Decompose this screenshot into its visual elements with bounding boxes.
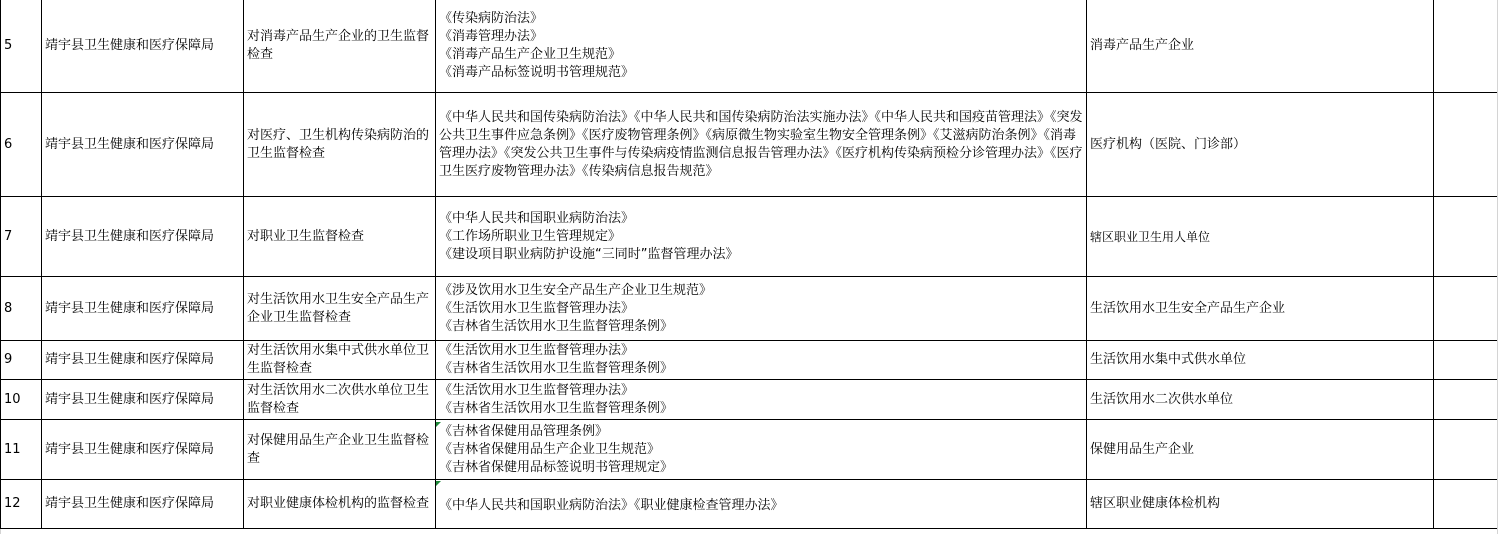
inspection-item-cell[interactable]: 对生活饮用水二次供水单位卫生监督检查 <box>244 380 436 420</box>
table-row <box>1 341 1498 380</box>
inspection-object-cell[interactable]: 生活饮用水卫生安全产品生产企业 <box>1087 277 1434 341</box>
inspection-object-cell[interactable]: 保健用品生产企业 <box>1087 420 1434 480</box>
row-number-cell[interactable]: 5 <box>1 0 42 93</box>
comment-marker-icon[interactable] <box>436 481 441 486</box>
table-row <box>1 480 1498 529</box>
inspection-item-cell[interactable]: 对职业健康体检机构的监督检查 <box>244 480 436 529</box>
table-row <box>1 0 1498 93</box>
department-cell[interactable]: 靖宇县卫生健康和医疗保障局 <box>42 480 244 529</box>
inspection-item-cell[interactable]: 对职业卫生监督检查 <box>244 197 436 277</box>
department-cell[interactable]: 靖宇县卫生健康和医疗保障局 <box>42 277 244 341</box>
table-row <box>1 380 1498 420</box>
legal-basis-line: 《建设项目职业病防护设施“三同时”监督管理办法》 <box>439 246 739 262</box>
legal-basis-cell[interactable] <box>436 420 1087 480</box>
legal-basis-line: 《传染病防治法》 <box>439 11 544 26</box>
legal-basis-cell[interactable] <box>436 197 1087 277</box>
inspection-object-cell[interactable]: 消毒产品生产企业 <box>1087 0 1434 93</box>
row-number-cell[interactable]: 9 <box>1 341 42 380</box>
legal-basis-line: 《吉林省保健用品标签说明书管理规定》 <box>439 459 674 475</box>
legal-basis-line: 《消毒产品生产企业卫生规范》 <box>439 47 622 62</box>
legal-basis-line: 《工作场所职业卫生管理规定》 <box>439 228 622 244</box>
inspection-object-cell[interactable]: 生活饮用水集中式供水单位 <box>1087 341 1434 380</box>
row-number-cell[interactable]: 6 <box>1 93 42 197</box>
inspection-item-cell[interactable]: 对生活饮用水卫生安全产品生产企业卫生监督检查 <box>244 277 436 341</box>
legal-basis-line: 《中华人民共和国职业病防治法》《职业健康检查管理办法》 <box>439 498 784 513</box>
legal-basis-line: 《中华人民共和国职业病防治法》 <box>439 210 635 226</box>
empty-cell[interactable] <box>1434 277 1498 341</box>
legal-basis-line: 《消毒管理办法》 <box>439 29 544 44</box>
department-cell[interactable]: 靖宇县卫生健康和医疗保障局 <box>42 93 244 197</box>
legal-basis-cell[interactable] <box>436 480 1087 529</box>
table-row <box>1 93 1498 197</box>
row-number-cell[interactable]: 11 <box>1 420 42 480</box>
legal-basis-line: 《消毒产品标签说明书管理规范》 <box>439 65 635 80</box>
department-cell[interactable]: 靖宇县卫生健康和医疗保障局 <box>42 197 244 277</box>
inspection-object-cell[interactable]: 辖区职业卫生用人单位 <box>1087 197 1434 277</box>
department-cell[interactable]: 靖宇县卫生健康和医疗保障局 <box>42 0 244 93</box>
legal-basis-cell[interactable] <box>436 93 1087 197</box>
legal-basis-line: 《中华人民共和国传染病防治法》《中华人民共和国传染病防治法实施办法》《中华人民共和国疫苗管理法》《突发公共卫生事件应急条例》《医疗废物管理条例》《病原微生物实验室生物安全管理条例》《艾滋病防治条例》《消毒管理办法》《突发公共卫生事件与传染病疫情监测信息报告管理办法》《医疗机构传染病预检分诊管理办法》《医疗卫生医疗废物管理办法》《传染病信息报告规范》 <box>439 109 1083 179</box>
row-number-cell[interactable]: 10 <box>1 380 42 420</box>
inspection-item-cell[interactable]: 对保健用品生产企业卫生监督检查 <box>244 420 436 480</box>
legal-basis-line: 《吉林省生活饮用水卫生监督管理条例》 <box>439 361 674 376</box>
inspection-item-cell[interactable]: 对医疗、卫生机构传染病防治的卫生监督检查 <box>244 93 436 197</box>
legal-basis-line: 《吉林省保健用品管理条例》 <box>439 423 609 439</box>
row-number-cell[interactable]: 8 <box>1 277 42 341</box>
legal-basis-line: 《生活饮用水卫生监督管理办法》 <box>439 382 635 398</box>
inspection-item-cell[interactable]: 对生活饮用水集中式供水单位卫生监督检查 <box>244 341 436 380</box>
empty-cell[interactable] <box>1434 93 1498 197</box>
inspection-object-cell[interactable]: 医疗机构（医院、门诊部） <box>1087 93 1434 197</box>
department-cell[interactable]: 靖宇县卫生健康和医疗保障局 <box>42 380 244 420</box>
empty-cell[interactable] <box>1434 0 1498 93</box>
inspection-item-cell[interactable]: 对消毒产品生产企业的卫生监督检查 <box>244 0 436 93</box>
table-row <box>1 420 1498 480</box>
legal-basis-cell[interactable] <box>436 277 1087 341</box>
department-cell[interactable]: 靖宇县卫生健康和医疗保障局 <box>42 341 244 380</box>
legal-basis-line: 《吉林省保健用品生产企业卫生规范》 <box>439 441 661 457</box>
row-number-cell[interactable]: 7 <box>1 197 42 277</box>
department-cell[interactable]: 靖宇县卫生健康和医疗保障局 <box>42 420 244 480</box>
table-row <box>1 277 1498 341</box>
legal-basis-line: 《涉及饮用水卫生安全产品生产企业卫生规范》 <box>439 282 713 298</box>
legal-basis-line: 《生活饮用水卫生监督管理办法》 <box>439 343 635 358</box>
inspection-object-cell[interactable]: 辖区职业健康体检机构 <box>1087 480 1434 529</box>
comment-marker-icon[interactable] <box>436 422 441 427</box>
inspection-object-cell[interactable]: 生活饮用水二次供水单位 <box>1087 380 1434 420</box>
empty-cell[interactable] <box>1434 380 1498 420</box>
empty-cell[interactable] <box>1434 420 1498 480</box>
legal-basis-cell[interactable] <box>436 380 1087 420</box>
legal-basis-cell[interactable] <box>436 0 1087 93</box>
table-row <box>1 197 1498 277</box>
empty-cell[interactable] <box>1434 480 1498 529</box>
sheet-right-gridline <box>1497 0 1498 534</box>
empty-cell[interactable] <box>1434 197 1498 277</box>
legal-basis-line: 《吉林省生活饮用水卫生监督管理条例》 <box>439 400 674 416</box>
empty-cell[interactable] <box>1434 341 1498 380</box>
legal-basis-cell[interactable] <box>436 341 1087 380</box>
legal-basis-line: 《吉林省生活饮用水卫生监督管理条例》 <box>439 318 674 334</box>
row-number-cell[interactable]: 12 <box>1 480 42 529</box>
legal-basis-line: 《生活饮用水卫生监督管理办法》 <box>439 300 635 316</box>
